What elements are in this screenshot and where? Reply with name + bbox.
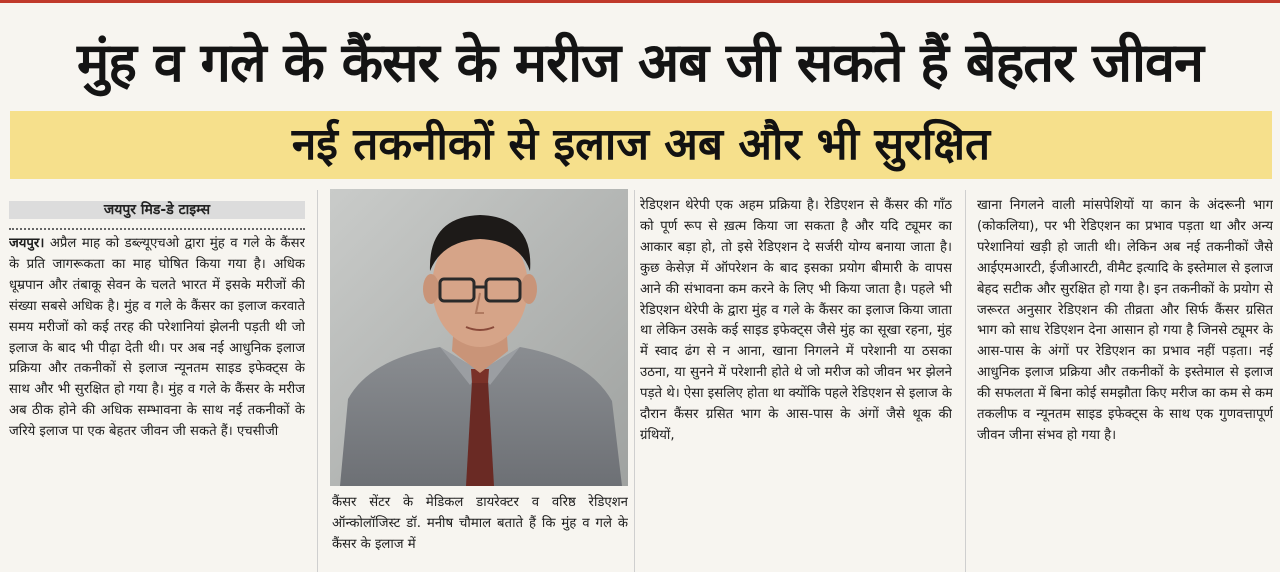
article-column-1 [9,190,305,572]
column-divider [317,190,318,572]
column-1-text [9,234,305,443]
photo-caption: कैंसर सेंटर के मेडिकल डायरेक्टर व वरिष्ठ रेडिएशन ऑन्कोलॉजिस्ट डॉ. मनीष चौमाल बताते हैं कि मुंह व गले के कैंसर के इलाज में [332,495,628,552]
top-rule [0,0,1280,3]
headline: मुंह व गले के कैंसर के मरीज अब जी सकते हैं बेहतर जीवन [76,31,1204,94]
article-column-3: रेडिएशन थेरेपी एक अहम प्रक्रिया है। रेडिएशन से कैंसर की गाँठ को पूर्ण रूप से ख़त्म किया जा सकता है और यदि ट्यूमर का आकार बड़ा हो, तो इसे रेडिएशन दे सर्जरी योग्य बनाया जाता है। कुछ केसेज़ में ऑपरेशन के बाद इसका प्रयोग बीमारी के वापस आने की संभावना कम करने के लिए भी किया जाता है। पहले भी रेडिएशन थेरेपी के द्वारा मुंह व गले के कैंसर का इलाज किया जाता था लेकिन उसके कई साइड इफेक्ट्स जैसे मुंह का सूखा रहना, मुंह में स्वाद ढंग से न आना, खाना निगलने में परेशानी या ठसका उठना, या सुनने में परेशानी होते थे जो मरीज को जीवन भर झेलने पड़ते थे। ऐसा इसलिए होता था क्योंकि पहले रेडिएशन से इलाज के दौरान कैंसर ग्रसित भाग के आस-पास के अंगों जैसे थूक की ग्रंथियों, [640,198,952,443]
byline: जयपुर मिड-डे टाइम्स [103,202,211,218]
column-1-body: अप्रैल माह को डब्ल्यूएचओ द्वारा मुंह व गले के कैंसर के प्रति जागरूकता का माह घोषित किया गया है। अधिक धूम्रपान और तंबाकू सेवन के चलते भारत में इसके मरीजों की संख्या सबसे अधिक है। मुंह व गले के कैंसर का इलाज करवाते समय मरीजों को कई तरह की परेशानियां झेलनी पड़ती थी जो इलाज के बाद भी पीढ़ा देती थी। पर अब नई आधुनिक इलाज प्रक्रिया और तकनीकों से इलाज न्यूनतम साइड इफेक्ट्स के साथ और भी सुरक्षित हो गया है। मुंह व गले के कैंसर के मरीज अब ठीक होने की अधिक सम्भावना के साथ नई तकनीकों के जरिये इलाज पा एक बेहतर जीवन जी सकते हैं। एचसीजी [9,236,305,440]
subheadline: नई तकनीकों से इलाज अब और भी सुरक्षित [291,119,991,170]
column-divider [965,190,966,572]
article-column-4: खाना निगलने वाली मांसपेशियों या कान के अंदरूनी भाग (कोकलिया), पर भी रेडिएशन का प्रभाव पड़ता था और अन्य परेशानियां खड़ी हो जाती थी। लेकिन अब नई तकनीकों जैसे आईएमआरटी, ईजीआरटी, वीमैट इत्यादि के इस्तेमाल से इलाज बेहद सटीक और सुरक्षित हो गया है। इन तकनीकों के प्रयोग से जरूरत अनुसार रेडिएशन की तीव्रता और सिर्फ कैंसर ग्रसित भाग को साध रेडिएशन देना आसान हो गया है जिनसे ट्यूमर के आस-पास के अंगों पर रेडिएशन का प्रभाव नहीं पड़ता। नई आधुनिक इलाज प्रक्रिया और तकनीकों के इस्तेमाल से इलाज की सफलता में बिना कोई समझौता किए मरीज का कम से कम तकलीफ व न्यूनतम साइड इफेक्ट्स के साथ एक गुणवत्तापूर्ण जीवन जीना संभव हो गया है। [977,198,1273,443]
subheadline-band [10,111,1272,179]
column-divider [634,190,635,572]
portrait-illustration [330,189,628,486]
doctor-portrait-photo [330,189,628,486]
dateline: जयपुर। [9,236,45,251]
